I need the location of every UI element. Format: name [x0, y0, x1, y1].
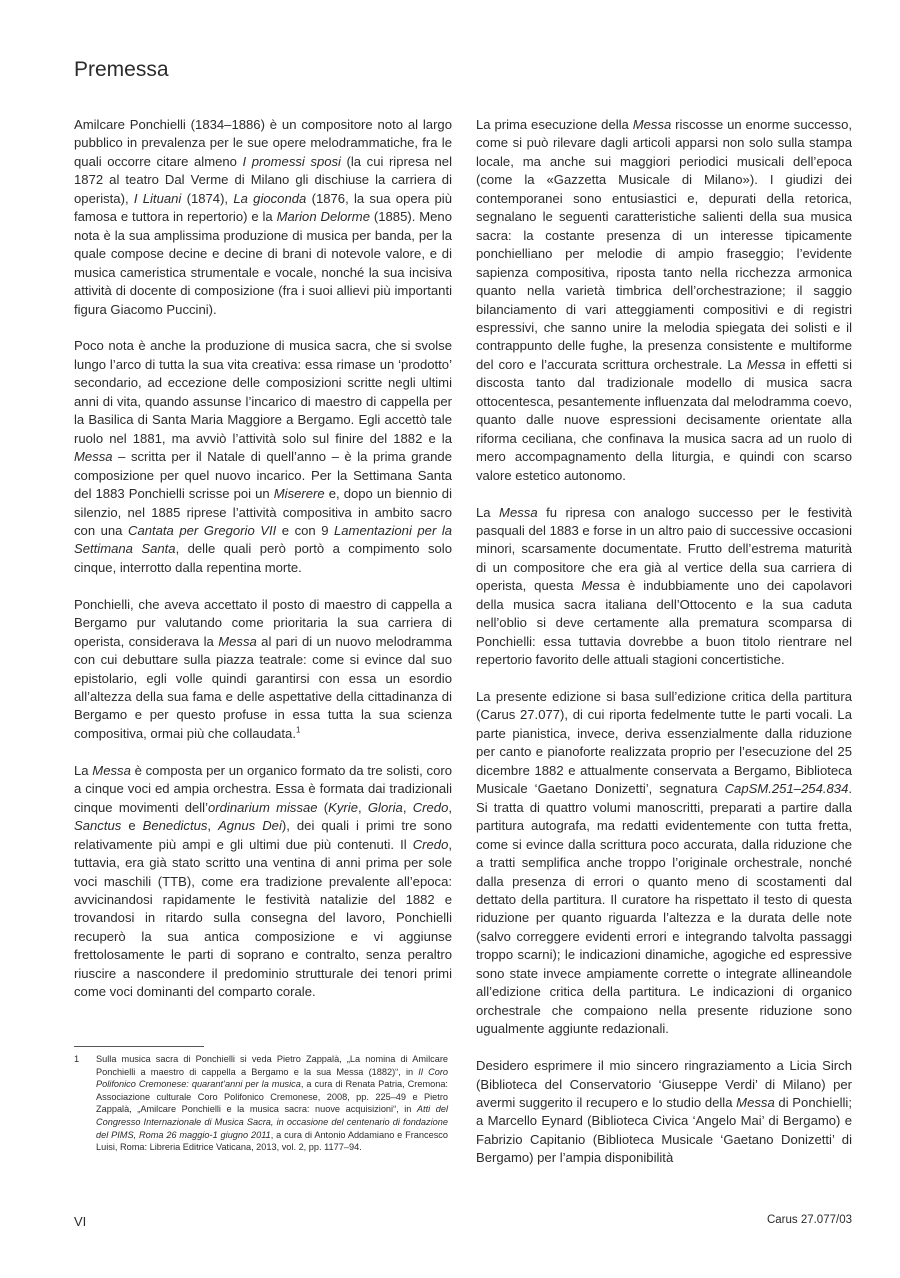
text-run: , tuttavia, era già stato scritto una ventina di anni prima per sole voci maschili (TTB), come era tradizione prevalente all’epoca: avvicinandosi rapidamente le festività natalizie del 1882 e trovandosi in ritardo sulla consegna del lavoro, Ponchielli recuperò la sua antica composizione e vi aggiunse frettolosamente le parti di soprano e contralto, senza peraltro riuscire a nascondere il predominio strutturale dei tenori primi come voci dominanti del comparto corale.: [74, 836, 452, 1000]
text-run: Poco nota è anche la produzione di musica sacra, che si svolse lungo l’arco di tutta la sua vita creativa: essa rimase un ‘prodotto’ secondario, ad eccezione delle composizioni scritte negli ultimi anni di vita, quando assunse l’incarico di maestro di cappella per la Basilica di Santa Maria Maggiore a Bergamo. Egli accettò tale ruolo nel 1881, ma avviò l’attività solo sul finire del 1882 e la: [74, 338, 452, 446]
text-run: Lamentazioni per la Settimana Santa: [74, 522, 453, 557]
text-run: e: [121, 818, 143, 834]
text-run: e con 9: [276, 522, 334, 538]
text-run: ordinarium missae: [208, 799, 318, 815]
text-run: (1874),: [181, 190, 234, 206]
text-run: al pari di un nuovo melodramma con cui debuttare sulla piazza teatrale: come si evince dal suo epistolario, egli volle quindi garantirsi con essa un esordio all’altezza della sua fama e delle aspettative della cittadinanza di Bergamo e per questo profuse in essa tutta la sua scienza compositiva, ormai più che collaudata.: [74, 633, 452, 741]
text-run: – scritta per il Natale di quell’anno – è la prima grande composizione per quel nuovo incarico. Per la Settimana Santa del 1883 Ponchielli scrisse poi un: [74, 449, 452, 502]
text-run: Sulla musica sacra di Ponchielli si veda Pietro Zappalà, „La nomina di Amilcare Ponchielli a maestro di cappella a Bergamo e la sua Messa (1882)“, in: [96, 1054, 448, 1077]
text-run: Credo: [412, 799, 449, 815]
text-run: e, dopo un biennio di silenzio, nel 1885 riprese l’attività compositiva in ambito sacro con una: [74, 486, 452, 538]
text-run: Miserere: [273, 486, 325, 502]
text-run: ), dei quali i primi tre sono relativamente più ampi e gli ultimi due più contenuti. Il: [74, 818, 453, 852]
text-run: Gloria: [367, 799, 403, 815]
text-run: Cantata per Gregorio VII: [127, 522, 277, 538]
text-run: Benedictus: [142, 818, 208, 834]
footnote-text: [96, 1053, 448, 1154]
text-run: fu ripresa con analogo successo per le festività pasquali del 1883 e forse in un altro paio di successive occasioni minori, scarsamente documentate. Frutto dell’estrema maturità di un compositore che era già al vertice della sua carriera di operista, questa: [476, 504, 852, 594]
text-run: Messa: [92, 762, 131, 778]
text-run: La gioconda: [233, 190, 307, 206]
text-run: Kyrie: [328, 799, 358, 815]
text-run: , delle quali però portò a compimento solo cinque, interrotto dalla repentina morte.: [74, 541, 453, 575]
text-run: I promessi sposi: [242, 153, 341, 169]
text-run: La: [74, 762, 93, 778]
text-run: Messa: [218, 633, 257, 649]
text-run: (la cui ripresa nel 1872 al teatro Dal Verme di Milano gli dischiuse la carriera di operista),: [74, 153, 453, 206]
text-run: Messa: [746, 356, 786, 372]
text-run: La presente edizione si basa sull’edizione critica della partitura (Carus 27.077), di cui riporta fedelmente tutte le parti vocali. La parte pianistica, invece, deriva essenzialmente dalla riduzione per canto e pianoforte realizzata proprio per l’esecuzione del 25 dicembre 1882 e attualmente conservata a Bergamo, Biblioteca Musicale ‘Gaetano Donizetti’, segnatura: [476, 689, 852, 797]
text-run: Messa: [736, 1094, 775, 1110]
footnote: [74, 1053, 448, 1154]
text-run: CapSM.251–254.834: [724, 781, 849, 797]
text-run: Agnus Dei: [218, 818, 282, 834]
text-run: Amilcare Ponchielli (1834–1886) è un compositore noto al largo pubblico in prevalenza per le sue opere melodrammatiche, fra le quali occorre citare almeno: [74, 117, 452, 169]
text-run: La prima esecuzione della: [476, 117, 633, 132]
text-run: ,: [358, 799, 368, 815]
paragraph: [74, 762, 452, 1002]
page-number: VI: [74, 1214, 87, 1229]
text-run: è composta per un organico formato da tre solisti, coro a cinque voci ed ampia orchestra. Essa è formata dai tradizionali cinque movimenti dell’: [74, 762, 452, 815]
left-column: [74, 116, 452, 1002]
right-column: [476, 116, 852, 1168]
text-run: , a cura di Antonio Addamiano e Francesco Luisi, Roma: Libreria Editrice Vaticana, 2013, vol. 2, pp. 1177–94.: [96, 1129, 448, 1153]
footnote-number: 1: [74, 1054, 80, 1064]
text-run: è indubbiamente uno dei capolavori della musica sacra italiana dell’Ottocento e la sua caduta nell’oblio si deve certamente alla prematura scomparsa di Ponchielli: essa tuttavia dovrebbe a buon titolo rientrare nel repertorio favorito delle attuali stagioni concertistiche.: [476, 578, 852, 668]
text-run: , a cura di Renata Patria, Cremona: Associazione culturale Coro Polifonico Cremonese, 2008, pp. 225–49 e Pietro Zappalà, „Amilcare Ponchielli e la musica sacra: nuove acquisizioni“, in: [96, 1079, 448, 1115]
paragraph: [476, 504, 852, 670]
text-run: I Lituani: [133, 190, 182, 206]
text-run: La: [476, 504, 500, 520]
text-run: (1876, la sua opera più famosa e tuttora in repertorio) e la: [74, 190, 453, 225]
text-run: . Si tratta di quattro volumi manoscritti, preparati a partire dalla partitura autografa, ma redatti evidentemente con tutta fretta, come si evince dalla scrittura poco accurata, dalla riduzione che a tratti semplifica anche troppo l’originale orchestrale, nonché dalla presenza di errori o quanto meno di scostamenti dal dettato della partitura. Il curatore ha rispettato il testo di questa riduzione per quanto riguarda l’altezza e la durata delle note (salvo correggere evidenti errori e integrando talvolta passaggi troppo scarni); le indicazioni dinamiche, agogiche ed espressive sono state invece ampiamente corrette o integrate allineandole all’edizione critica della partitura. Le indicazioni di organico orchestrale che compaiono nella presente riduzione sono ugualmente aggiunte redazionali.: [476, 781, 852, 1037]
page-heading: Premessa: [74, 58, 169, 81]
text-run: (1885). Meno nota è la sua amplissima produzione di musica per banda, per la quale compose decine e decine di brani di notevole valore, e di musica cameristica strumentale e vocale, nonché la sua incisiva attività di docente di composizione (fra i suoi allievi più importanti figura Giacomo Puccini).: [74, 209, 452, 317]
text-run: ,: [448, 799, 452, 815]
catalog-number: Carus 27.077/03: [766, 1214, 852, 1226]
text-run: ,: [402, 799, 413, 815]
text-run: Sanctus: [74, 818, 122, 834]
text-run: Messa: [581, 578, 621, 594]
text-run: Messa: [74, 449, 113, 465]
text-run: Desidero esprimere il mio sincero ringraziamento a Licia Sirch (Biblioteca del Conservatorio ‘Giuseppe Verdi’ di Milano) per avermi suggerito il recupero e lo studio della: [476, 1058, 852, 1110]
text-run: riscosse un enorme successo, come si può rilevare dagli articoli apparsi non solo sulla stampa locale, ma anche sui maggiori periodici musicali dell’epoca (come la «Gazzetta Musicale di Milano»). I giudizi dei contemporanei sono entusiastici e, depurati della retorica, segnalano le seguenti caratteristiche salienti della sua musica sacra: la costante presenza di un interesse tipicamente ponchielliano per melodie di ampio fraseggio; l’evidente sapienza compositiva, riposta tanto nella ricchezza armonica quanto nella varietà timbrica dell’orchestrazione; il saggio bilanciamento di vari atteggiamenti compositivi e di registri espressivi, che sanno unire la melodia spiegata dei solisti e il contrappunto delle fughe, la presenza consistente e multiforme del coro e l’accurata scrittura orchestrale. La: [476, 117, 852, 372]
paragraph: [476, 688, 852, 1039]
paragraph: [74, 337, 452, 577]
footnote-ref: 1: [295, 725, 301, 735]
text-run: Credo: [412, 836, 449, 852]
paragraph: [476, 116, 852, 485]
text-run: Messa: [499, 504, 538, 520]
text-run: Marion Delorme: [276, 209, 370, 225]
text-run: ,: [207, 818, 219, 834]
paragraph: [74, 596, 452, 744]
paragraph: [74, 116, 452, 319]
footnote-divider: [74, 1046, 204, 1047]
text-run: di Ponchielli; a Marcello Eynard (Biblioteca Civica ‘Angelo Mai’ di Bergamo) e Fabrizio Capitanio (Biblioteca Musicale ‘Gaetano Donizetti’ di Bergamo) per l’ampia disponibilità: [476, 1094, 852, 1166]
text-run: Il Coro Polifonico Cremonese: quarant’anni per la musica: [96, 1066, 448, 1090]
text-run: (: [317, 799, 329, 815]
text-run: Atti del Congresso Internazionale di Musica Sacra, in occasione del centenario di fondazione del PIMS, Roma 26 maggio-1 giugno 2011: [96, 1104, 448, 1140]
text-run: Messa: [632, 117, 672, 132]
text-run: Ponchielli, che aveva accettato il posto di maestro di cappella a Bergamo pur valutando come prioritaria la sua carriera di operista, considerava la: [74, 596, 452, 649]
paragraph: [476, 1057, 852, 1168]
text-run: in effetti si discosta tanto dal tradizionale modello di musica sacra ottocentesca, pesantemente influenzata dal melodramma coevo, quanto dalle nuove espressioni decisamente orientate alla riforma ceciliana, che confinava la musica sacra ad un ruolo di mero accompagnamento della liturgia, e quindi con scarso valore estetico autonomo.: [476, 356, 852, 483]
